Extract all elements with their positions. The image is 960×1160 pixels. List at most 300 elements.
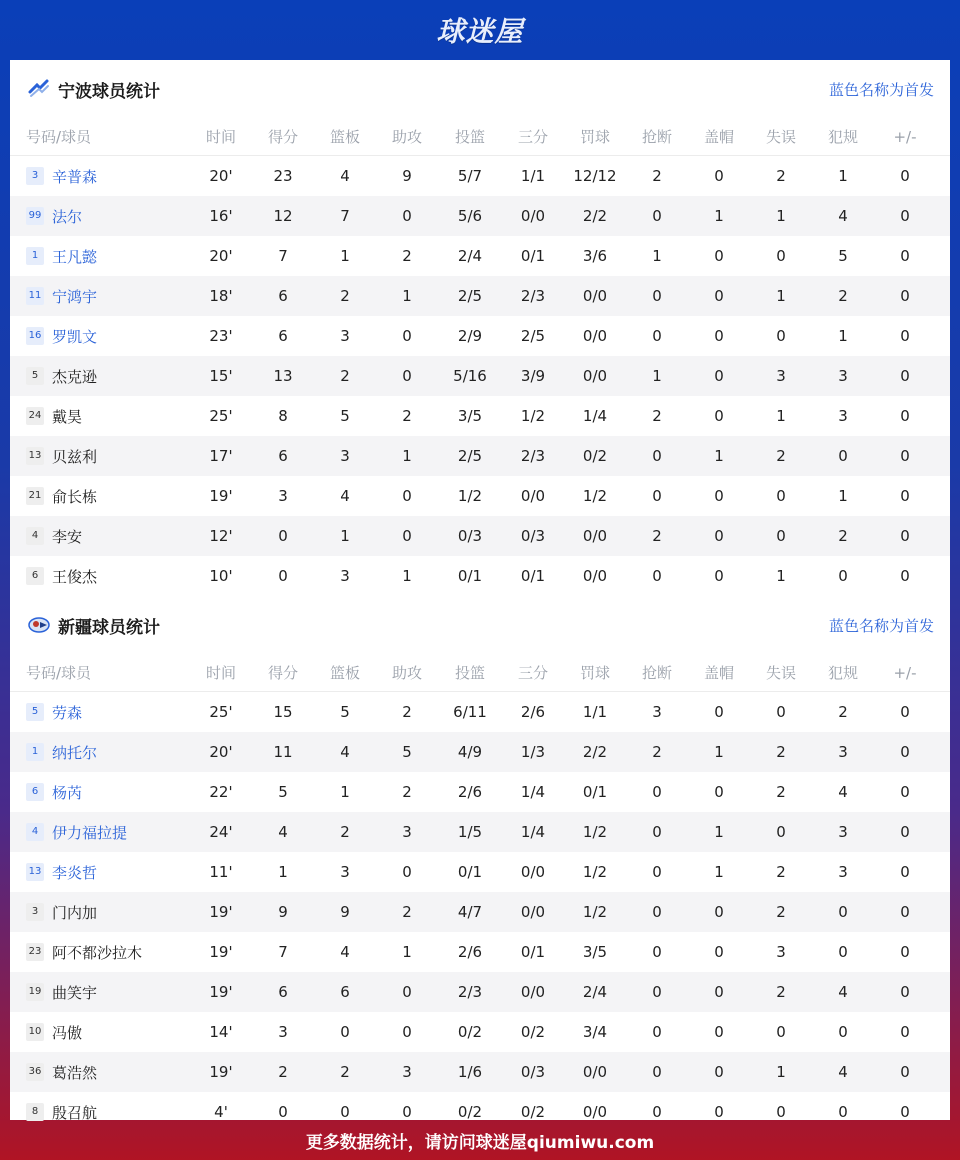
stat-cell: 3 [838, 823, 848, 841]
stat-cell: 3/5 [582, 943, 608, 961]
stat-cell: 0 [900, 207, 910, 225]
player-row[interactable] [10, 556, 950, 596]
stat-cell: 1 [402, 447, 412, 465]
column-header[interactable]: 投篮 [454, 128, 485, 146]
stat-cell: 0/2 [520, 1103, 546, 1121]
player-name[interactable]: 李安 [52, 527, 83, 546]
player-name[interactable]: 杰克逊 [52, 367, 98, 386]
stat-cell: 3 [278, 1023, 288, 1041]
player-name[interactable]: 门内加 [52, 903, 98, 922]
stat-cell: 0 [714, 527, 724, 545]
player-row[interactable] [10, 516, 950, 556]
stat-cell: 1 [776, 567, 786, 585]
stat-cell: 19' [209, 487, 233, 505]
stat-cell: 0 [900, 703, 910, 721]
stat-cell: 0 [714, 487, 724, 505]
stat-cell: 2 [776, 447, 786, 465]
player-cell [10, 166, 190, 187]
stat-cell: 0 [278, 1103, 288, 1121]
stat-cell: 3 [340, 567, 350, 585]
stat-cell: 23' [209, 327, 233, 345]
stat-cell: 0 [652, 487, 662, 505]
stat-cell: 0 [652, 1023, 662, 1041]
stat-cell: 2 [838, 287, 848, 305]
player-row[interactable] [10, 932, 950, 972]
stat-cell: 4/7 [457, 903, 483, 921]
stat-cell: 0 [776, 703, 786, 721]
player-name[interactable]: 俞长栋 [52, 487, 98, 506]
player-cell [10, 742, 190, 763]
player-cell [10, 486, 190, 507]
stat-cell: 0/1 [520, 943, 546, 961]
column-header[interactable]: 抢断 [641, 128, 672, 146]
stat-cell: 5 [340, 407, 350, 425]
stat-cell: 3 [402, 1063, 412, 1081]
stat-cell: 2 [340, 367, 350, 385]
player-row[interactable] [10, 1012, 950, 1052]
column-header[interactable]: 犯规 [827, 664, 858, 682]
stat-cell: 0 [776, 527, 786, 545]
stats-card [10, 60, 950, 1120]
stat-cell: 0/0 [520, 487, 546, 505]
stat-cell: 0 [652, 1103, 662, 1121]
stat-cell: 1 [838, 167, 848, 185]
starter-legend-note: 蓝色名称为首发 [828, 80, 934, 99]
stat-cell: 0/3 [520, 1063, 546, 1081]
player-name[interactable]: 法尔 [52, 207, 83, 226]
stat-cell: 1 [776, 287, 786, 305]
player-name[interactable]: 王凡懿 [52, 247, 98, 266]
stat-cell: 24' [209, 823, 233, 841]
stat-cell: 0 [714, 783, 724, 801]
stat-cell: 4' [214, 1103, 228, 1121]
stat-cell: 3/6 [582, 247, 608, 265]
stat-cell: 2 [776, 783, 786, 801]
stat-cell: 1/3 [520, 743, 546, 761]
stat-cell: 0 [652, 863, 662, 881]
stat-cell: 12/12 [573, 167, 617, 185]
jersey-number-badge: 6 [26, 783, 44, 801]
stat-cell: 5 [340, 703, 350, 721]
stat-cell: 0 [900, 247, 910, 265]
column-header[interactable]: 号码/球员 [26, 128, 92, 146]
stat-cell: 5 [278, 783, 288, 801]
stat-cell: 2/2 [582, 207, 608, 225]
stat-cell: 1 [714, 863, 724, 881]
stat-cell: 11' [209, 863, 233, 881]
jersey-number-badge: 99 [26, 207, 44, 225]
jersey-number-badge: 4 [26, 823, 44, 841]
stat-cell: 1/4 [520, 823, 546, 841]
stat-cell: 0 [900, 527, 910, 545]
player-name[interactable]: 冯傲 [52, 1023, 83, 1042]
stat-cell: 15' [209, 367, 233, 385]
stat-cell: 9 [402, 167, 412, 185]
stat-cell: 0/2 [582, 447, 608, 465]
stat-cell: 9 [278, 903, 288, 921]
stat-cell: 3 [838, 743, 848, 761]
column-header[interactable]: 犯规 [827, 128, 858, 146]
stat-cell: 0 [900, 943, 910, 961]
stat-cell: 12 [273, 207, 293, 225]
player-name[interactable]: 杨芮 [52, 783, 83, 802]
stat-cell: 0 [402, 527, 412, 545]
stat-cell: 3 [340, 863, 350, 881]
team-section-header [10, 596, 950, 654]
stat-cell: 0 [900, 1023, 910, 1041]
player-row[interactable] [10, 972, 950, 1012]
stat-cell: 4 [278, 823, 288, 841]
player-row[interactable] [10, 772, 950, 812]
column-header[interactable]: 盖帽 [703, 128, 734, 146]
stat-cell: 0 [900, 743, 910, 761]
stat-cell: 2/6 [520, 703, 546, 721]
column-header[interactable]: 三分 [517, 128, 548, 146]
stat-cell: 0 [402, 1023, 412, 1041]
stat-cell: 0 [900, 487, 910, 505]
player-name[interactable]: 纳托尔 [52, 743, 98, 762]
stat-cell: 0 [652, 327, 662, 345]
stat-cell: 2 [402, 247, 412, 265]
stat-cell: 6 [278, 447, 288, 465]
player-row[interactable] [10, 196, 950, 236]
stat-cell: 7 [340, 207, 350, 225]
stat-cell: 0/2 [520, 1023, 546, 1041]
stat-cell: 0 [652, 447, 662, 465]
player-name[interactable]: 辛普森 [52, 167, 98, 186]
stat-cell: 19' [209, 983, 233, 1001]
stat-cell: 5 [838, 247, 848, 265]
stat-cell: 0/3 [457, 527, 483, 545]
stat-cell: 2 [278, 1063, 288, 1081]
player-name[interactable]: 葛浩然 [52, 1063, 98, 1082]
stat-cell: 0 [900, 823, 910, 841]
column-header[interactable]: 失误 [765, 664, 796, 682]
stat-cell: 19' [209, 903, 233, 921]
stat-cell: 0 [714, 247, 724, 265]
stat-cell: 2 [776, 863, 786, 881]
stat-cell: 0 [402, 367, 412, 385]
stat-cell: 0 [838, 1023, 848, 1041]
stat-cell: 6 [278, 287, 288, 305]
player-row[interactable] [10, 436, 950, 476]
jersey-number-badge: 6 [26, 567, 44, 585]
stat-cell: 0 [900, 903, 910, 921]
stat-cell: 0 [900, 863, 910, 881]
stat-cell: 1 [776, 1063, 786, 1081]
column-header[interactable]: 得分 [267, 128, 298, 146]
stat-cell: 0 [776, 327, 786, 345]
stat-cell: 0 [340, 1023, 350, 1041]
stat-cell: 4 [838, 1063, 848, 1081]
stat-cell: 1/2 [520, 407, 546, 425]
stat-cell: 2 [652, 743, 662, 761]
stat-cell: 0/2 [457, 1103, 483, 1121]
player-name[interactable]: 阿不都沙拉木 [52, 943, 143, 962]
stat-cell: 0 [838, 943, 848, 961]
stat-cell: 0 [652, 783, 662, 801]
column-header[interactable]: 抢断 [641, 664, 672, 682]
stat-cell: 2 [652, 407, 662, 425]
stat-cell: 13 [273, 367, 293, 385]
player-name[interactable]: 宁鸿宇 [52, 287, 98, 306]
player-cell [10, 942, 190, 963]
stat-cell: 19' [209, 943, 233, 961]
column-header[interactable]: 号码/球员 [26, 664, 92, 682]
stat-cell: 0/0 [520, 863, 546, 881]
stat-cell: 0/0 [582, 367, 608, 385]
stat-cell: 0 [278, 527, 288, 545]
stat-cell: 2 [340, 823, 350, 841]
player-name[interactable]: 曲笑宇 [52, 983, 98, 1002]
stat-cell: 1/4 [520, 783, 546, 801]
stat-cell: 0/0 [582, 1063, 608, 1081]
stat-cell: 0 [714, 1103, 724, 1121]
stat-cell: 3 [340, 447, 350, 465]
player-row[interactable] [10, 732, 950, 772]
stat-cell: 2 [776, 983, 786, 1001]
stat-cell: 3 [838, 863, 848, 881]
stat-cell: 0 [652, 903, 662, 921]
stat-cell: 0 [776, 487, 786, 505]
stat-cell: 2/5 [457, 447, 483, 465]
stat-cell: 2/4 [457, 247, 483, 265]
player-cell [10, 822, 190, 843]
player-row[interactable] [10, 692, 950, 732]
stat-cell: 1 [402, 287, 412, 305]
player-row[interactable] [10, 316, 950, 356]
column-header[interactable]: 罚球 [579, 664, 610, 682]
player-row[interactable] [10, 852, 950, 892]
starter-legend-note: 蓝色名称为首发 [828, 616, 934, 635]
jersey-number-badge: 4 [26, 527, 44, 545]
footer-banner[interactable]: 更多数据统计，请访问球迷屋qiumiwu.com [305, 1132, 655, 1153]
stat-cell: 1 [838, 487, 848, 505]
stat-cell: 2 [402, 703, 412, 721]
stat-cell: 0 [900, 1063, 910, 1081]
column-header[interactable]: 助攻 [391, 128, 422, 146]
stat-cell: 0 [402, 207, 412, 225]
stat-cell: 7 [278, 943, 288, 961]
stat-cell: 5 [402, 743, 412, 761]
jersey-number-badge: 21 [26, 487, 44, 505]
stat-cell: 0 [900, 447, 910, 465]
stat-cell: 0/2 [457, 1023, 483, 1041]
team-title: 宁波球员统计 [58, 81, 160, 102]
stat-cell: 1/2 [457, 487, 483, 505]
stat-cell: 6/11 [453, 703, 487, 721]
stat-cell: 0 [838, 1103, 848, 1121]
player-cell [10, 702, 190, 723]
stat-cell: 0 [900, 407, 910, 425]
stat-cell: 1 [402, 567, 412, 585]
stat-cell: 4 [340, 743, 350, 761]
player-row[interactable] [10, 356, 950, 396]
column-header[interactable]: 三分 [517, 664, 548, 682]
jersey-number-badge: 24 [26, 407, 44, 425]
stat-cell: 16' [209, 207, 233, 225]
player-cell [10, 782, 190, 803]
stat-cell: 1/1 [520, 167, 546, 185]
stat-cell: 0 [714, 903, 724, 921]
stat-cell: 22' [209, 783, 233, 801]
stat-cell: 2 [776, 743, 786, 761]
player-cell [10, 982, 190, 1003]
jersey-number-badge: 1 [26, 247, 44, 265]
stat-cell: 0 [714, 567, 724, 585]
player-name[interactable]: 殷召航 [52, 1103, 98, 1122]
column-header[interactable]: +/- [893, 127, 917, 146]
stat-cell: 4 [340, 943, 350, 961]
stat-cell: 3 [776, 943, 786, 961]
stat-cell: 0 [340, 1103, 350, 1121]
stat-cell: 3/5 [457, 407, 483, 425]
stat-cell: 0 [714, 287, 724, 305]
player-row[interactable] [10, 812, 950, 852]
column-header[interactable]: 篮板 [329, 664, 360, 682]
player-name[interactable]: 戴昊 [52, 407, 83, 426]
stat-cell: 2 [652, 167, 662, 185]
stat-cell: 25' [209, 407, 233, 425]
player-row[interactable] [10, 276, 950, 316]
jersey-number-badge: 23 [26, 943, 44, 961]
stat-cell: 5/6 [457, 207, 483, 225]
column-header[interactable]: 篮板 [329, 128, 360, 146]
player-row[interactable] [10, 476, 950, 516]
stat-cell: 0 [900, 1103, 910, 1121]
stat-cell: 1 [652, 367, 662, 385]
player-name[interactable]: 劳森 [52, 703, 83, 722]
stat-cell: 20' [209, 743, 233, 761]
jersey-number-badge: 16 [26, 327, 44, 345]
column-header[interactable]: 投篮 [454, 664, 485, 682]
stat-cell: 8 [278, 407, 288, 425]
stat-cell: 1 [714, 743, 724, 761]
stat-cell: 15 [273, 703, 293, 721]
stat-cell: 0 [776, 1023, 786, 1041]
stat-cell: 1/5 [457, 823, 483, 841]
stat-cell: 1/1 [582, 703, 608, 721]
jersey-number-badge: 13 [26, 863, 44, 881]
column-header[interactable]: 助攻 [391, 664, 422, 682]
stat-cell: 0 [402, 1103, 412, 1121]
player-name[interactable]: 王俊杰 [52, 567, 98, 586]
column-header[interactable]: 时间 [205, 128, 236, 146]
player-cell [10, 286, 190, 307]
player-cell [10, 446, 190, 467]
column-header[interactable]: 失误 [765, 128, 796, 146]
stat-cell: 1/2 [582, 487, 608, 505]
stat-cell: 0 [900, 287, 910, 305]
stat-cell: 0 [714, 167, 724, 185]
stat-cell: 0 [900, 327, 910, 345]
player-cell [10, 366, 190, 387]
stat-cell: 4 [838, 207, 848, 225]
stat-cell: 5/16 [453, 367, 487, 385]
stat-cell: 1 [340, 527, 350, 545]
stat-cell: 2 [838, 527, 848, 545]
stat-cell: 0 [714, 943, 724, 961]
player-row[interactable] [10, 156, 950, 196]
stat-cell: 0/0 [582, 287, 608, 305]
stat-cell: 1 [402, 943, 412, 961]
stat-cell: 0/0 [582, 567, 608, 585]
jersey-number-badge: 3 [26, 167, 44, 185]
stat-cell: 0 [838, 903, 848, 921]
stat-cell: 0 [900, 167, 910, 185]
stat-cell: 3 [340, 327, 350, 345]
stat-cell: 0 [714, 983, 724, 1001]
jersey-number-badge: 36 [26, 1063, 44, 1081]
player-name[interactable]: 伊力福拉提 [52, 823, 128, 842]
table-header-row [10, 118, 950, 156]
stat-cell: 0 [900, 567, 910, 585]
stat-cell: 2 [776, 167, 786, 185]
player-name[interactable]: 贝兹利 [52, 447, 98, 466]
player-name[interactable]: 罗凯文 [52, 327, 98, 346]
stat-cell: 2/5 [457, 287, 483, 305]
player-row[interactable] [10, 236, 950, 276]
stat-cell: 0 [402, 863, 412, 881]
stat-cell: 4 [838, 783, 848, 801]
stat-cell: 0/1 [582, 783, 608, 801]
column-header[interactable]: 罚球 [579, 128, 610, 146]
stat-cell: 3 [838, 407, 848, 425]
stat-cell: 0 [900, 983, 910, 1001]
player-name[interactable]: 李炎哲 [52, 863, 98, 882]
stat-cell: 2 [402, 407, 412, 425]
stat-cell: 2 [340, 287, 350, 305]
stat-cell: 1/6 [457, 1063, 483, 1081]
stat-cell: 0 [402, 487, 412, 505]
player-row[interactable] [10, 892, 950, 932]
stat-cell: 2/3 [520, 287, 546, 305]
stat-cell: 0/1 [457, 567, 483, 585]
stat-cell: 2/9 [457, 327, 483, 345]
stat-cell: 18' [209, 287, 233, 305]
stat-cell: 0/3 [520, 527, 546, 545]
column-header[interactable]: +/- [893, 663, 917, 682]
stat-cell: 1 [776, 207, 786, 225]
stat-cell: 2/3 [457, 983, 483, 1001]
stat-cell: 0/1 [457, 863, 483, 881]
stat-cell: 1 [340, 247, 350, 265]
stat-cell: 2 [402, 783, 412, 801]
stat-cell: 0 [714, 1063, 724, 1081]
stat-cell: 1 [714, 823, 724, 841]
jersey-number-badge: 13 [26, 447, 44, 465]
team-section-header [10, 60, 950, 118]
jersey-number-badge: 5 [26, 367, 44, 385]
stat-cell: 20' [209, 167, 233, 185]
stat-cell: 0/1 [520, 247, 546, 265]
column-header[interactable]: 得分 [267, 664, 298, 682]
player-row[interactable] [10, 1052, 950, 1092]
app-header [0, 0, 960, 60]
stat-cell: 0 [714, 1023, 724, 1041]
stat-cell: 2/6 [457, 783, 483, 801]
column-header[interactable]: 盖帽 [703, 664, 734, 682]
player-row[interactable] [10, 396, 950, 436]
stat-cell: 2 [402, 903, 412, 921]
stat-cell: 1/4 [582, 407, 608, 425]
stat-cell: 0 [652, 567, 662, 585]
stat-cell: 2 [838, 703, 848, 721]
xinjiang-team-logo-icon [26, 612, 52, 638]
stat-cell: 2/6 [457, 943, 483, 961]
brand-logo: 球迷屋 [436, 15, 524, 48]
column-header[interactable]: 时间 [205, 664, 236, 682]
